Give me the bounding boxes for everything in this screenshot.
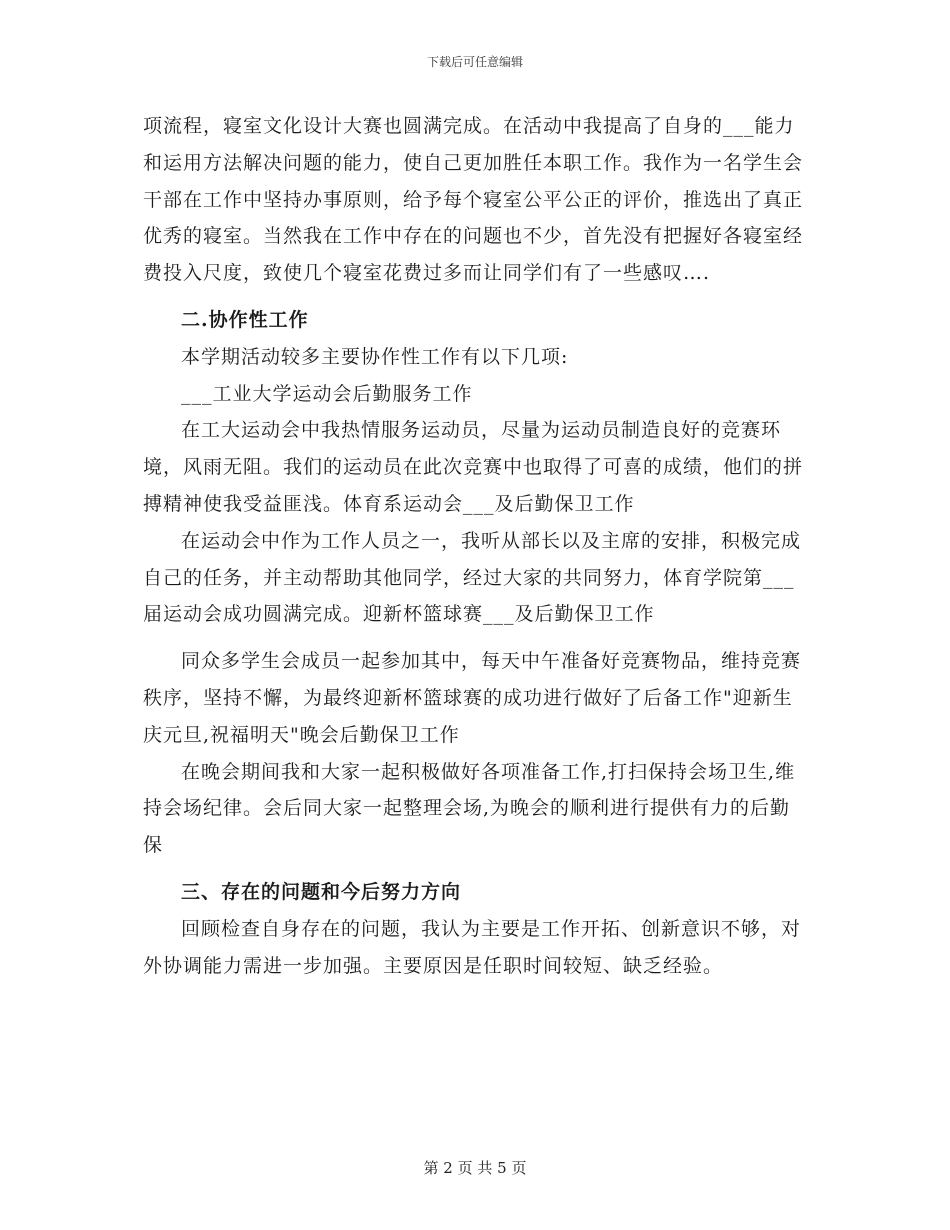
paragraph-8: 回顾检查自身存在的问题，我认为主要是工作开拓、创新意识不够，对外协调能力需进一步加强。主要原因是任职时间较短、缺乏经验。 <box>143 917 802 977</box>
paragraph-5: 在运动会中作为工作人员之一，我听从部长以及主席的安排，积极完成自己的任务，并主动帮助其他同学，经过大家的共同努力，体育学院第___届运动会成功圆满完成。迎新杯篮球赛___及后勤保卫工作 <box>143 529 802 626</box>
document-body <box>143 108 808 984</box>
paragraph-7: 在晚会期间我和大家一起积极做好各项准备工作,打扫保持会场卫生,维持会场纪律。会后同大家一起整理会场,为晚会的顺利进行提供有力的后勤保 <box>143 760 796 857</box>
paragraph-3: ___工业大学运动会后勤服务工作 <box>181 382 473 405</box>
section-heading-2: 二.协作性工作 <box>181 308 309 331</box>
header-note: 下载后可任意编辑 <box>426 55 523 69</box>
paragraph-4: 在工大运动会中我热情服务运动员，尽量为运动员制造良好的竞赛环境，风雨无阻。我们的运动员在此次竞赛中也取得了可喜的成绩，他们的拼搏精神使我受益匪浅。体育系运动会___及后勤保卫工作 <box>143 419 804 515</box>
paragraph-2: 本学期活动较多主要协作性工作有以下几项: <box>181 345 569 368</box>
paragraph-6: 同众多学生会成员一起参加其中，每天中午准备好竞赛物品，维持竞赛秩序，坚持不懈，为最终迎新杯篮球赛的成功进行做好了后备工作"迎新生庆元旦,祝福明天"晚会后勤保卫工作 <box>143 650 802 746</box>
section-heading-3: 三、存在的问题和今后努力方向 <box>181 880 462 903</box>
page-number: 第 2 页 共 5 页 <box>423 1159 527 1177</box>
paragraph-1: 项流程，寝室文化设计大赛也圆满完成。在活动中我提高了自身的___能力和运用方法解决问题的能力，使自己更加胜任本职工作。我作为一名学生会干部在工作中坚持办事原则，给予每个寝室公平公正的评价，推选出了真正优秀的寝室。当然我在工作中存在的问题也不少，首先没有把握好各寝室经费投入尺度，致使几个寝室花费过多而让同学们有了一些感叹…. <box>143 115 804 285</box>
